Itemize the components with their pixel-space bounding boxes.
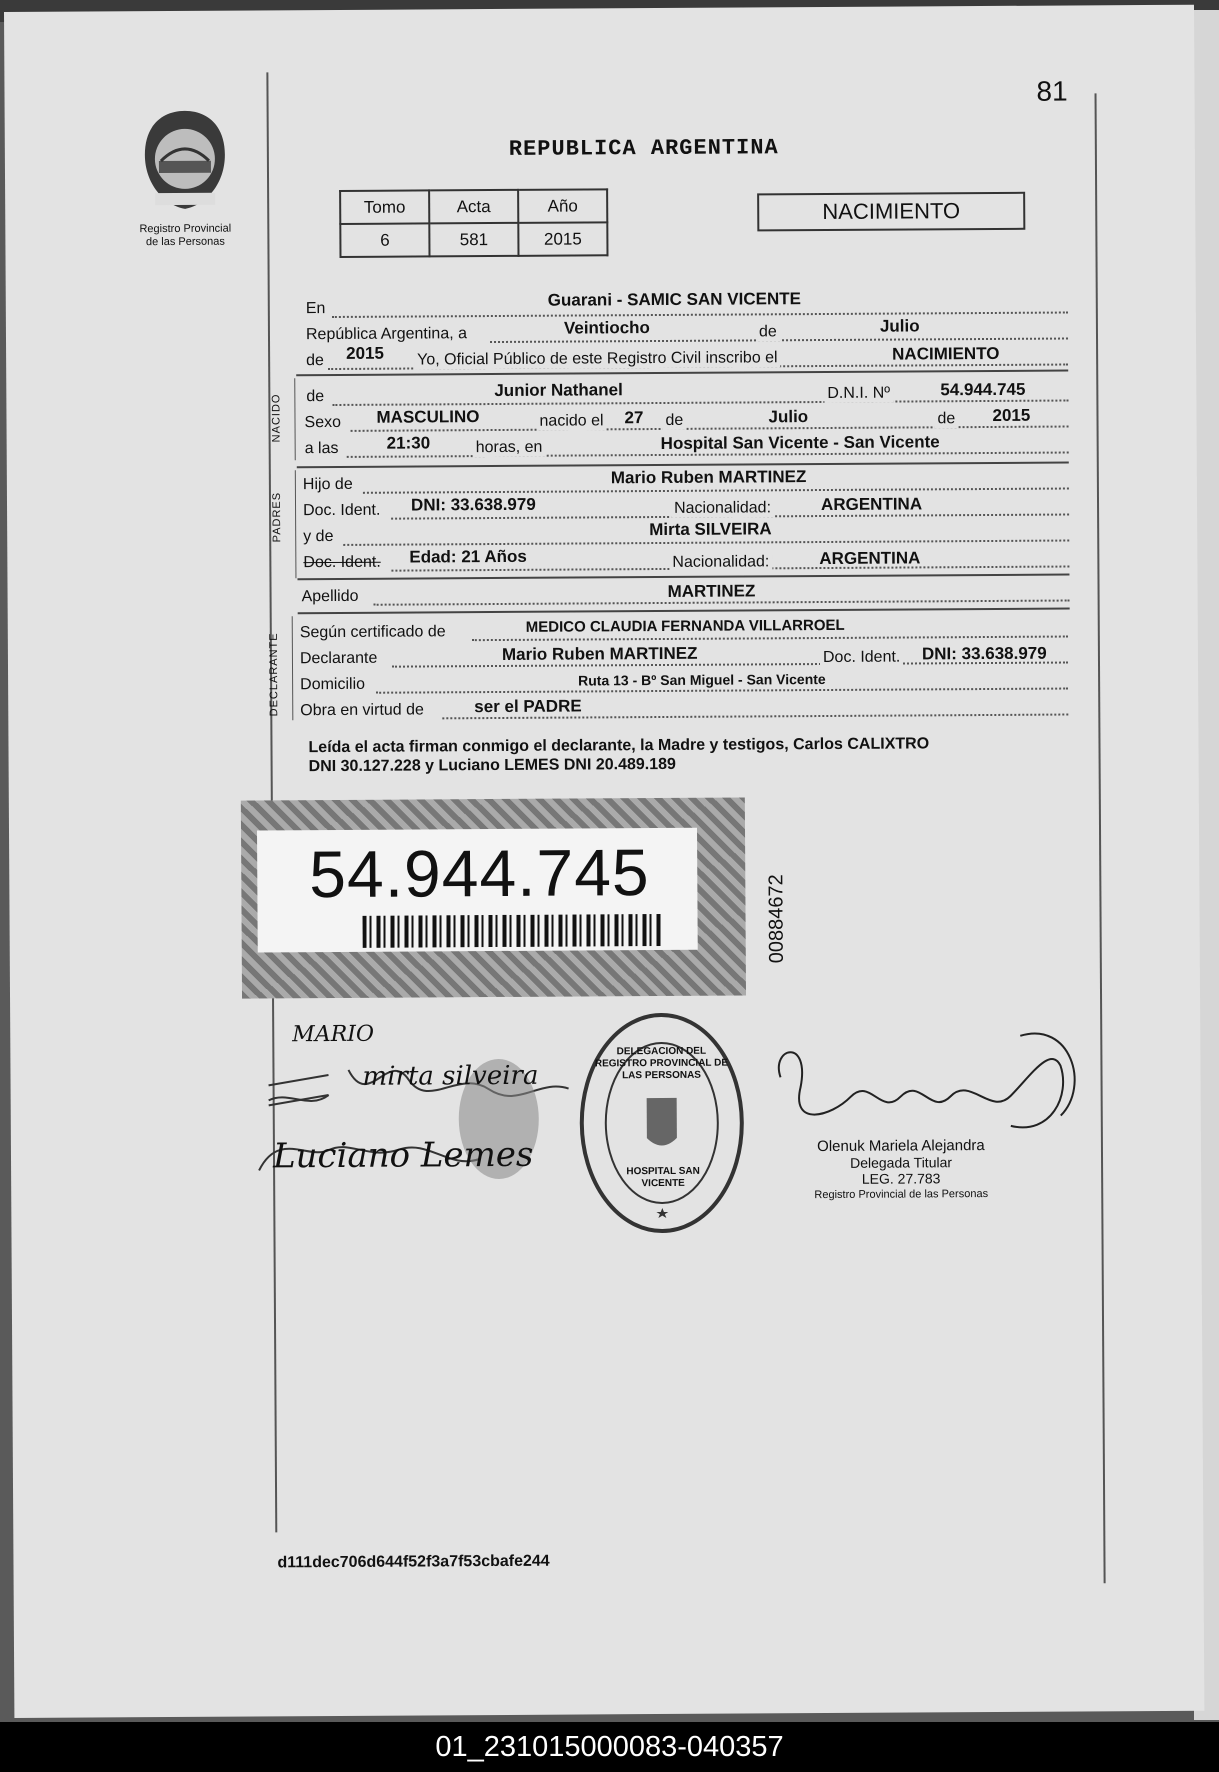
handwritten-mirta: mirta silveira	[362, 1060, 539, 1092]
official-org: Registro Provincial de las Personas	[814, 1188, 989, 1202]
nacido-de-label: de	[306, 388, 325, 406]
obra-value: ser el PADRE	[474, 696, 582, 717]
declarante-doc-value: DNI: 33.638.979	[921, 643, 1047, 664]
table-cell: 581	[429, 223, 518, 257]
republica-label: República Argentina, a	[305, 325, 468, 344]
official-name: Olenuk Mariela Alejandra	[817, 1137, 985, 1156]
madre-nac-label: Nacionalidad:	[669, 553, 772, 572]
madre-doc-label: Doc. Ident.	[303, 553, 381, 572]
dni-label: D.N.I. Nº	[824, 385, 893, 403]
sticker-number: 54.944.745	[309, 835, 650, 912]
table-header: Acta	[429, 190, 518, 224]
obra-label: Obra en virtud de	[300, 701, 424, 720]
oficial-text: Yo, Oficial Público de este Registro Civil inscribo el	[414, 349, 781, 369]
domicilio-value: Ruta 13 - Bº San Miguel - San Vicente	[578, 670, 826, 689]
madre-doc-value: Edad: 21 Años	[409, 546, 527, 567]
document-page	[4, 5, 1204, 1718]
handwritten-mario: MARIO	[292, 1021, 375, 1048]
sexo-value: MASCULINO	[376, 407, 480, 427]
certificado-label: Según certificado de	[299, 623, 446, 642]
de-label: de	[756, 323, 780, 341]
madre-nac-value: ARGENTINA	[819, 548, 921, 569]
logo-line-1: Registro Provincial	[139, 222, 232, 236]
de-label: de	[662, 412, 686, 430]
madre-value: Mirta SILVEIRA	[649, 519, 772, 540]
de-label-2: de	[306, 352, 324, 370]
dotted-line	[472, 636, 1068, 642]
official-signature	[770, 1025, 1081, 1147]
tipo-value: NACIMIENTO	[892, 343, 1000, 364]
dotted-line	[332, 400, 1068, 406]
section-separator	[298, 608, 1070, 615]
nacido-mes-value: Julio	[768, 407, 809, 427]
right-margin-line	[1095, 93, 1106, 1583]
lectura-line-1: Leída el acta firman conmigo el declarante, la Madre y testigos, Carlos CALIXTRO	[308, 735, 930, 757]
official-round-stamp	[576, 1007, 747, 1238]
stamp-center-text: HOSPITAL SAN VICENTE	[626, 1165, 700, 1190]
section-separator	[296, 370, 1068, 377]
official-role: Delegada Titular	[850, 1154, 953, 1171]
tipo-acta-box: NACIMIENTO	[757, 192, 1025, 232]
nacido-lugar-value: Hospital San Vicente - San Vicente	[660, 432, 940, 453]
declarante-side-label: DECLARANTE	[267, 632, 281, 717]
logo-line-2: de las Personas	[145, 235, 225, 249]
padre-nac-label: Nacionalidad:	[671, 499, 774, 518]
barcode	[363, 914, 663, 948]
padre-value: Mario Ruben MARTINEZ	[610, 467, 807, 488]
y-de-label: y de	[303, 527, 334, 546]
declarante-value: Mario Ruben MARTINEZ	[501, 643, 698, 664]
sticker-label	[257, 828, 698, 953]
sexo-label: Sexo	[304, 413, 342, 432]
padre-doc-label: Doc. Ident.	[302, 501, 381, 520]
lugar-value: Guarani - SAMIC SAN VICENTE	[547, 289, 801, 310]
certificado-value: MEDICO CLAUDIA FERNANDA VILLARROEL	[525, 616, 845, 636]
section-bracket	[295, 470, 297, 578]
dotted-line	[376, 688, 1068, 694]
hijo-de-label: Hijo de	[302, 475, 353, 494]
nacido-anio-value: 2015	[992, 405, 1031, 425]
dotted-line	[363, 488, 1069, 494]
padre-nac-value: ARGENTINA	[820, 494, 923, 515]
sticker-serial: 00884672	[765, 874, 788, 964]
stamp-ring-text: DELEGACION DEL REGISTRO PROVINCIAL DE LAS PERSONAS	[594, 1045, 729, 1082]
official-leg: LEG. 27.783	[861, 1170, 941, 1187]
table-header: Tomo	[340, 190, 429, 224]
dia-value: Veintiocho	[563, 318, 650, 338]
de-label: de	[934, 410, 958, 428]
apellido-label: Apellido	[301, 587, 359, 606]
dotted-line	[343, 540, 1069, 546]
table-cell: 6	[340, 223, 429, 257]
section-bracket	[292, 616, 294, 720]
hora-value: 21:30	[386, 433, 431, 453]
footer-id: 01_231015000083-040357	[435, 1731, 784, 1763]
dni-value: 54.944.745	[940, 379, 1026, 400]
domicilio-label: Domicilio	[300, 675, 366, 694]
padres-side-label: PADRES	[270, 491, 284, 543]
lectura-line-2: DNI 30.127.228 y Luciano LEMES DNI 20.489.189	[308, 755, 676, 776]
page-number: 81	[1036, 75, 1068, 107]
nacido-dia-value: 27	[624, 408, 644, 428]
handwritten-luciano: Luciano Lemes	[272, 1134, 534, 1177]
dni-barcode-sticker	[241, 797, 746, 998]
horas-en-label: horas, en	[473, 439, 546, 457]
footer-id-bar	[0, 1722, 1219, 1772]
nacido-el-label: nacido el	[536, 412, 606, 430]
tomo-acta-table	[339, 188, 608, 258]
en-label: En	[305, 300, 326, 318]
anio-value: 2015	[346, 343, 384, 363]
document-hash: d111dec706d644f52f3a7f53cbafe244	[277, 1552, 550, 1572]
table-header: Año	[518, 189, 607, 223]
provincial-seal-logo	[137, 107, 234, 214]
official-block	[781, 1138, 1021, 1203]
mes-value: Julio	[879, 316, 920, 336]
document-title: REPUBLICA ARGENTINA	[508, 135, 779, 162]
apellido-value: MARTINEZ	[667, 581, 756, 601]
dotted-line	[332, 312, 1068, 318]
lectura-text	[308, 734, 929, 776]
nacido-side-label: NACIDO	[270, 393, 283, 443]
nombre-value: Junior Nathanel	[494, 380, 623, 401]
a-las-label: a las	[304, 439, 339, 458]
declarante-doc-label: Doc. Ident.	[820, 649, 903, 668]
section-separator	[297, 574, 1069, 581]
padre-doc-value: DNI: 33.638.979	[410, 494, 536, 515]
logo-caption	[115, 222, 255, 249]
declarante-label: Declarante	[299, 649, 378, 668]
table-cell: 2015	[518, 222, 607, 256]
section-bracket	[294, 378, 296, 460]
